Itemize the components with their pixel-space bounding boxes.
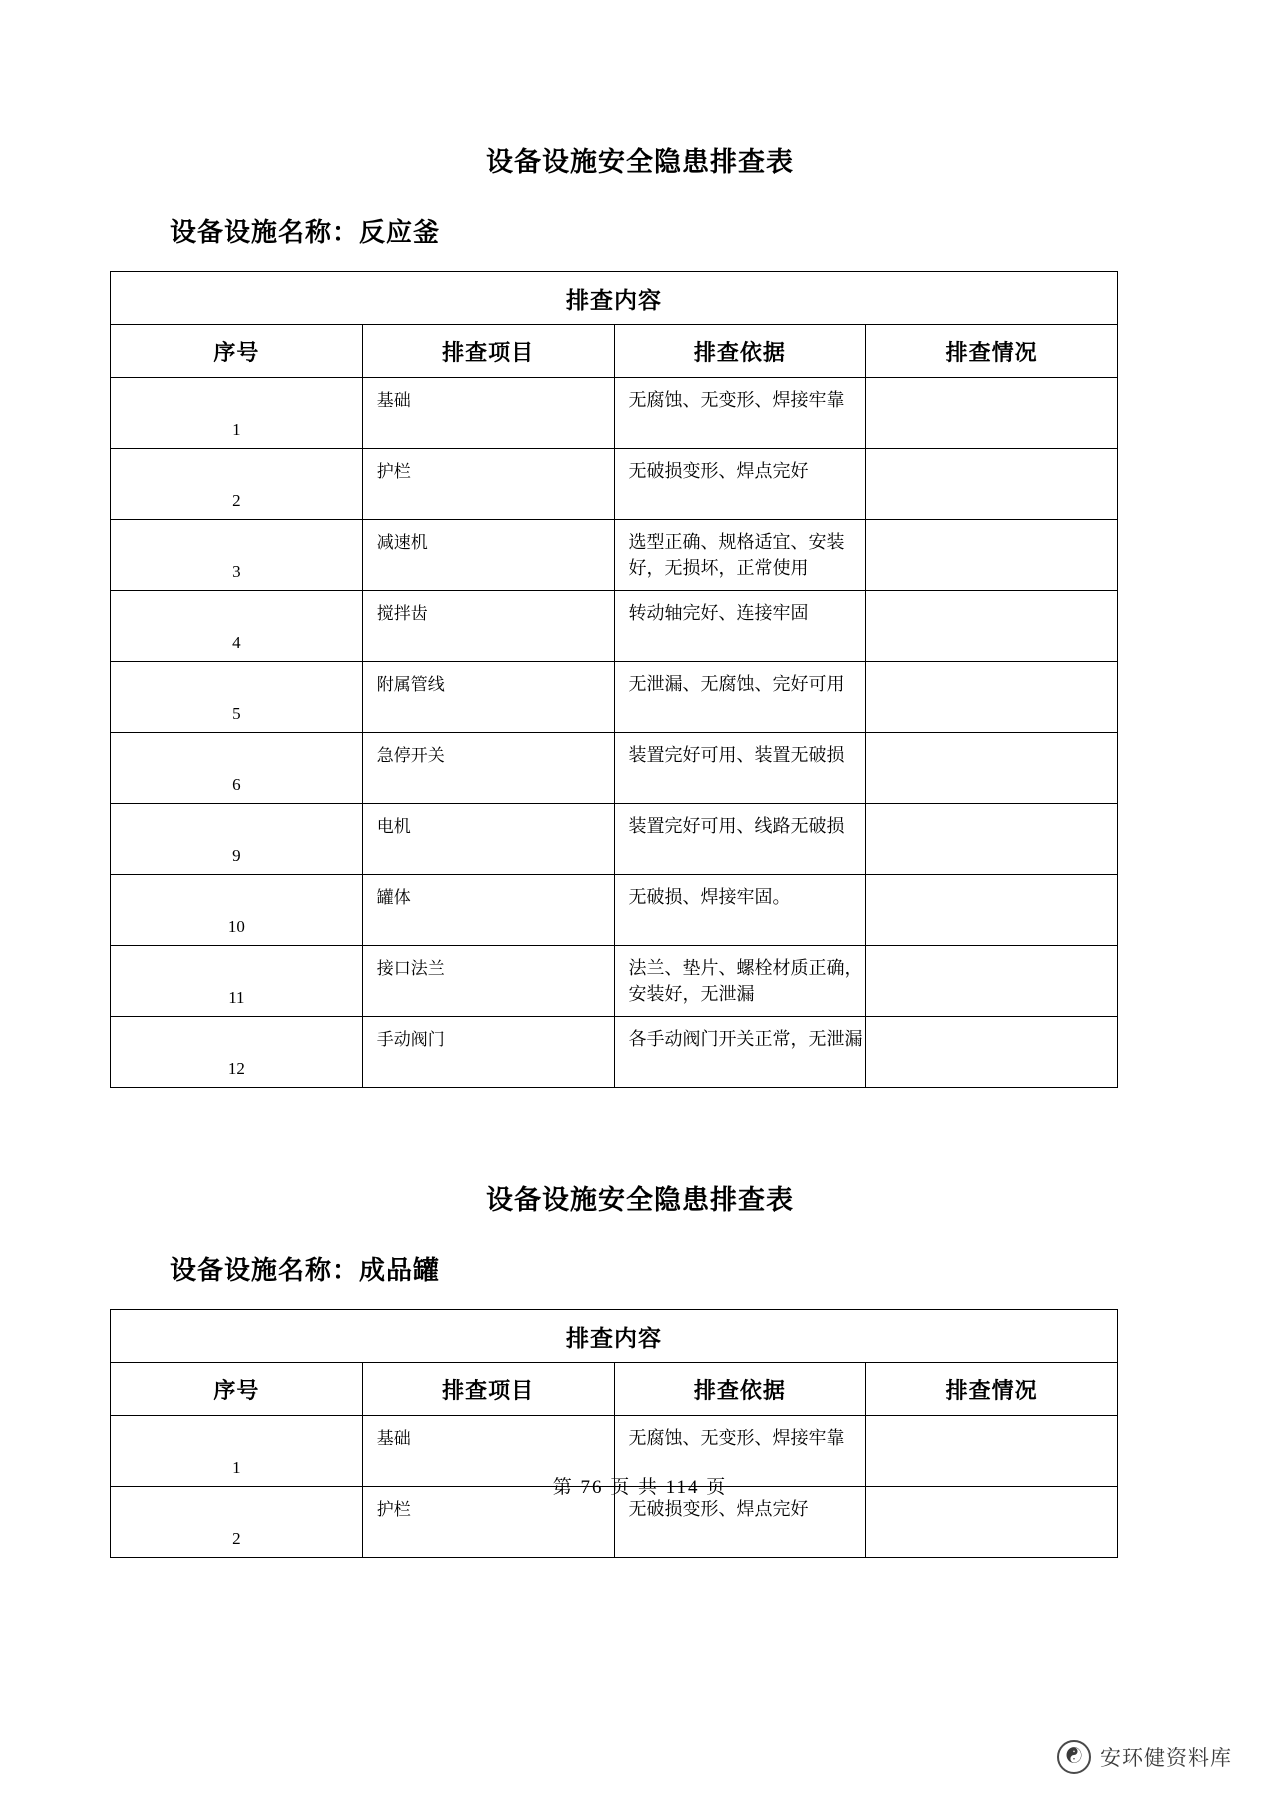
cell-result[interactable]: [866, 875, 1118, 946]
cell-no: 5: [111, 662, 363, 733]
cell-item: 附属管线: [362, 662, 614, 733]
cell-result[interactable]: [866, 378, 1118, 449]
table-row: [111, 378, 1118, 449]
table-row: [111, 520, 1118, 591]
cell-no: 12: [111, 1017, 363, 1088]
table-row: [111, 591, 1118, 662]
cell-no: 2: [111, 1487, 363, 1558]
cell-no: 11: [111, 946, 363, 1017]
column-header-item: 排查项目: [362, 1363, 614, 1416]
page-footer: 第 76 页 共 114 页: [552, 1477, 728, 1498]
table-row: [111, 1017, 1118, 1088]
cell-result[interactable]: [866, 804, 1118, 875]
table-caption-row: [111, 272, 1118, 325]
cell-basis: 无破损、焊接牢固。: [614, 875, 866, 946]
table-caption: 排查内容: [111, 272, 1118, 325]
cell-item: 急停开关: [362, 733, 614, 804]
column-header-result: 排查情况: [866, 1363, 1118, 1416]
cell-no: 3: [111, 520, 363, 591]
cell-no: 9: [111, 804, 363, 875]
cell-basis: 装置完好可用、线路无破损: [614, 804, 866, 875]
column-header-item: 排查项目: [362, 325, 614, 378]
column-header-no: 序号: [111, 1363, 363, 1416]
cell-result[interactable]: [866, 520, 1118, 591]
cell-item: 接口法兰: [362, 946, 614, 1017]
cell-item: 罐体: [362, 875, 614, 946]
column-header-basis: 排查依据: [614, 325, 866, 378]
cell-item: 减速机: [362, 520, 614, 591]
cell-no: 2: [111, 449, 363, 520]
cell-basis: 无破损变形、焊点完好: [614, 1487, 866, 1558]
cell-result[interactable]: [866, 1017, 1118, 1088]
cell-result[interactable]: [866, 946, 1118, 1017]
cell-result[interactable]: [866, 449, 1118, 520]
wechat-icon: ☯: [1057, 1740, 1091, 1774]
cell-item: 电机: [362, 804, 614, 875]
inspection-table-1: [110, 271, 1118, 1088]
cell-no: 6: [111, 733, 363, 804]
column-header-basis: 排查依据: [614, 1363, 866, 1416]
cell-result[interactable]: [866, 662, 1118, 733]
table-row: [111, 449, 1118, 520]
cell-basis: 无泄漏、无腐蚀、完好可用: [614, 662, 866, 733]
cell-item: 护栏: [362, 449, 614, 520]
cell-item: 护栏: [362, 1487, 614, 1558]
cell-basis: 无腐蚀、无变形、焊接牢靠: [614, 1416, 866, 1487]
table-row: [111, 733, 1118, 804]
watermark-label: 安环健资料库: [1100, 1747, 1232, 1770]
cell-item: 基础: [362, 378, 614, 449]
cell-item: 搅拌齿: [362, 591, 614, 662]
column-header-no: 序号: [111, 325, 363, 378]
cell-item: 手动阀门: [362, 1017, 614, 1088]
cell-no: 1: [111, 378, 363, 449]
cell-basis: 无腐蚀、无变形、焊接牢靠: [614, 378, 866, 449]
cell-no: 1: [111, 1416, 363, 1487]
cell-result[interactable]: [866, 591, 1118, 662]
page-title-2: 设备设施安全隐患排查表: [486, 1185, 794, 1215]
cell-basis: 装置完好可用、装置无破损: [614, 733, 866, 804]
cell-basis: 无破损变形、焊点完好: [614, 449, 866, 520]
table-row: [111, 804, 1118, 875]
cell-no: 4: [111, 591, 363, 662]
equipment-name-1: 设备设施名称：反应釜: [170, 218, 441, 247]
table-row: [111, 875, 1118, 946]
cell-item: 基础: [362, 1416, 614, 1487]
watermark: [1057, 1740, 1232, 1774]
cell-basis: 各手动阀门开关正常，无泄漏: [614, 1017, 866, 1088]
table-header-row: [111, 325, 1118, 378]
table-header-row: [111, 1363, 1118, 1416]
table-caption: 排查内容: [111, 1310, 1118, 1363]
cell-basis: 选型正确、规格适宜、安装好，无损坏，正常使用: [614, 520, 866, 591]
table-row: [111, 946, 1118, 1017]
page-title: 设备设施安全隐患排查表: [486, 147, 794, 177]
column-header-result: 排查情况: [866, 325, 1118, 378]
table-row: [111, 662, 1118, 733]
table-caption-row: [111, 1310, 1118, 1363]
cell-basis: 转动轴完好、连接牢固: [614, 591, 866, 662]
cell-basis: 法兰、垫片、螺栓材质正确，安装好，无泄漏: [614, 946, 866, 1017]
cell-result[interactable]: [866, 733, 1118, 804]
inspection-table-2: [110, 1309, 1118, 1558]
equipment-name-2: 设备设施名称：成品罐: [170, 1256, 441, 1285]
cell-no: 10: [111, 875, 363, 946]
